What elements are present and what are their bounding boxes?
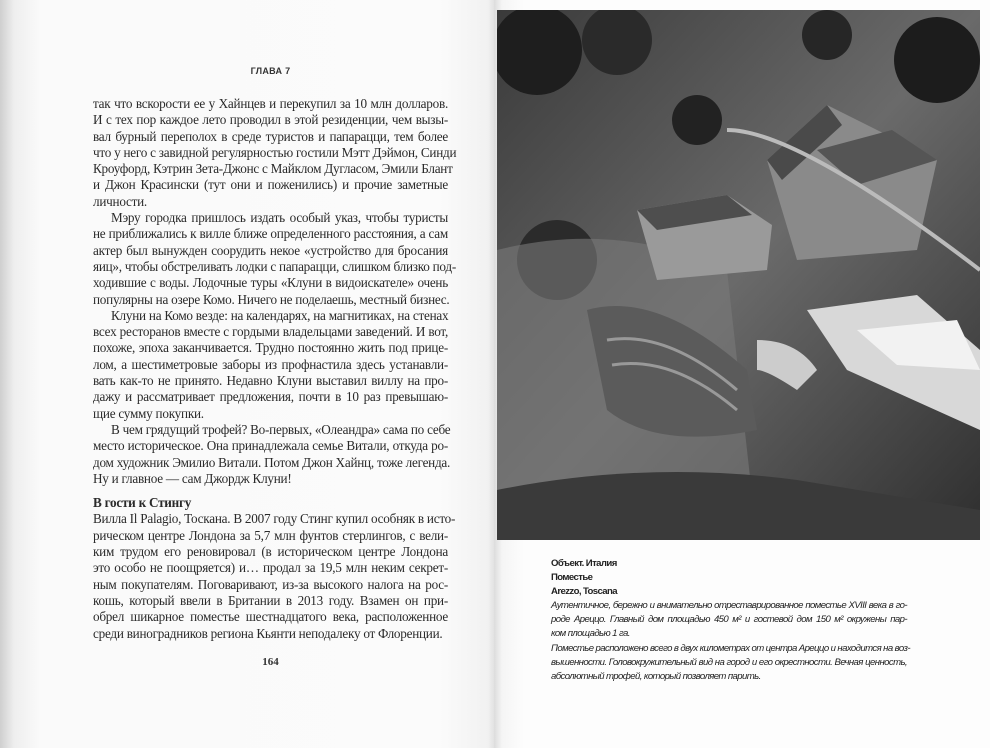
estate-photo-illustration — [497, 10, 980, 540]
text-line: ким трудом его реновировал (в историческом центре Лондона — [93, 544, 448, 560]
estate-aerial-photo — [497, 10, 980, 540]
caption-line: вышенности. Головокружительный вид на город и его окрестности. Вечная ценность, — [551, 656, 907, 668]
caption-line: абсолютный трофей, который позволяет парить. — [551, 670, 761, 682]
text-line: Клуни на Комо везде: на календарях, на магнитиках, на стенах — [111, 307, 449, 323]
caption-type: Поместье — [551, 572, 593, 584]
left-page — [0, 0, 494, 748]
running-head: ГЛАВА 7 — [250, 66, 291, 76]
text-line: И с тех пор каждое лето проводил в этой резиденции, чем вызы- — [93, 112, 448, 128]
text-line: так что вскорости ее у Хайнцев и перекупил за 10 млн долларов. — [93, 96, 448, 111]
text-line: это особо не поощряется) и… продал за 19,5 млн неким секрет- — [93, 560, 448, 576]
text-line: всех ресторанов вместе с гордыми владельцами заведений. И вот, — [93, 324, 448, 340]
text-line: не приближались к вилле ближе определенного расстояния, а сам — [93, 226, 448, 242]
text-line: похоже, эпоха заканчивается. Трудно постоянно жить под прице- — [93, 340, 448, 356]
text-line: обрел шикарное поместье шестнадцатого века, расположенное — [93, 609, 448, 625]
caption-line: Аутентичное, бережно и внимательно отреставрированное поместье XVIII века в го- — [551, 600, 907, 612]
caption-object: Объект. Италия — [551, 558, 617, 569]
photo-caption — [551, 557, 910, 684]
text-line: вать как-то не принято. Недавно Клуни выставил виллу на про- — [93, 373, 448, 389]
body-text — [93, 96, 457, 642]
text-line: среди виноградников региона Кьянти неподалеку от Флоренции. — [93, 625, 443, 641]
section-heading: В гости к Стингу — [93, 495, 192, 511]
text-line: кошь, который ввели в Британии в 2013 году. Взамен он при- — [93, 592, 448, 608]
text-line: рическом центре Лондона за 5,7 млн фунтов стерлингов, с вели- — [93, 527, 448, 543]
right-page — [494, 0, 990, 748]
text-line: место историческое. Она принадлежала семье Витали, откуда ро- — [93, 438, 448, 454]
text-line: Вилла Il Palagio, Тоскана. В 2007 году Стинг купил особняк в исто- — [93, 511, 456, 527]
text-line: актер был вынужден соорудить некое «устройство для бросания — [93, 242, 448, 258]
text-line: личности. — [93, 193, 147, 209]
text-line: В чем грядущий трофей? Во-первых, «Олеандра» сама по себе — [111, 421, 451, 437]
text-line: что у него с завидной регулярностью гостили Мэтт Дэймон, Синди — [93, 144, 457, 160]
text-line: Мэру городка пришлось издать особый указ, чтобы туристы — [111, 210, 448, 226]
page-number: 164 — [262, 656, 279, 668]
text-line: дом художник Эмилио Витали. Потом Джон Хайнц, тоже легенда. — [93, 454, 451, 470]
text-line: дажу и рассматривает предложения, почти в 10 раз превышаю- — [93, 389, 448, 405]
caption-location: Arezzo, Toscana — [551, 586, 617, 598]
text-line: лом, а шестиметровые заборы из профнастила здесь устанавли- — [93, 356, 448, 372]
text-line: вал бурный переполох в среде туристов и папарацци, тем более — [93, 128, 448, 144]
caption-line: ком площадью 1 га. — [551, 628, 630, 640]
text-line: и Джон Красински (тут они и поженились) и прочие заметные — [93, 177, 448, 193]
text-line: щие сумму покупки. — [93, 405, 204, 421]
text-line: Ну и главное — сам Джордж Клуни! — [93, 470, 292, 486]
text-line: Кроуфорд, Кэтрин Зета-Джонс с Майклом Дугласом, Эмили Блант — [93, 161, 453, 177]
text-line: яиц», чтобы обстреливать лодки с папарацци, слишком близко под- — [93, 258, 456, 274]
caption-line: Поместье расположено всего в двух километрах от центра Ареццо и находится на воз- — [551, 642, 910, 654]
text-line: ходившие с воды. Лодочные туры «Клуни в видоискателе» очень — [93, 275, 448, 291]
caption-line: роде Ареццо. Главный дом площадью 450 м² и гостевой дом 150 м² окружены пар- — [551, 614, 907, 626]
text-line: популярны на озере Комо. Ничего не поделаешь, местный бизнес. — [93, 291, 450, 307]
text-line: ным покупателям. Поговаривают, из-за высокого налога на рос- — [93, 576, 448, 592]
